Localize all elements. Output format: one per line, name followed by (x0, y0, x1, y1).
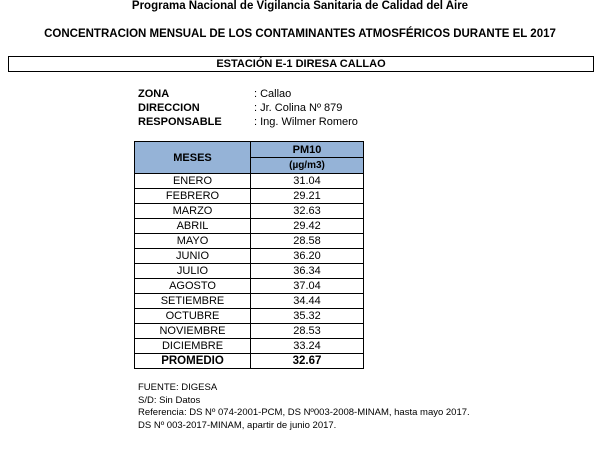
note-source: FUENTE: DIGESA (138, 382, 218, 393)
table-row (135, 294, 364, 309)
report-subtitle: CONCENTRACION MENSUAL DE LOS CONTAMINANTES ATMOSFÉRICOS DURANTE EL 2017 (44, 28, 556, 40)
table-row (135, 264, 364, 279)
table-row (135, 279, 364, 294)
program-title: Programa Nacional de Vigilancia Sanitaria de Calidad del Aire (131, 0, 469, 12)
pm10-value-cell: 37.04 (251, 279, 364, 294)
month-cell: ENERO (135, 174, 251, 189)
responsable-value: : Ing. Wilmer Romero (254, 116, 358, 128)
note-reference-1: Referencia: DS Nº 074-2001-PCM, DS Nº003-2008-MINAM, hasta mayo 2017. (138, 407, 470, 418)
month-cell: NOVIEMBRE (135, 324, 251, 339)
pm10-value-cell: 33.24 (251, 339, 364, 354)
table-body (135, 174, 364, 354)
col-header-months: MESES (135, 142, 251, 174)
table-row (135, 249, 364, 264)
direccion-label: DIRECCION (138, 102, 200, 114)
pm10-value-cell: 28.58 (251, 234, 364, 249)
info-direccion (138, 101, 342, 115)
average-row (135, 354, 364, 369)
average-label: PROMEDIO (135, 354, 251, 369)
pm10-value-cell: 28.53 (251, 324, 364, 339)
col-header-pm10: PM10 (251, 142, 364, 158)
month-cell: OCTUBRE (135, 309, 251, 324)
table-row (135, 309, 364, 324)
zona-value: : Callao (254, 88, 292, 100)
pm10-value-cell: 29.42 (251, 219, 364, 234)
pm10-value-cell: 35.32 (251, 309, 364, 324)
station-banner: ESTACIÓN E-1 DIRESA CALLAO (8, 56, 594, 72)
month-cell: ABRIL (135, 219, 251, 234)
table-header-row (135, 142, 364, 158)
month-cell: JUNIO (135, 249, 251, 264)
table-row (135, 189, 364, 204)
month-cell: FEBRERO (135, 189, 251, 204)
footnotes (138, 382, 470, 432)
note-sd: S/D: Sin Datos (138, 394, 201, 406)
pm10-value-cell: 31.04 (251, 174, 364, 189)
col-header-unit: (µg/m3) (251, 158, 364, 174)
pm10-value-cell: 36.34 (251, 264, 364, 279)
table-row (135, 204, 364, 219)
direccion-value: : Jr. Colina Nº 879 (254, 102, 343, 114)
month-cell: SETIEMBRE (135, 294, 251, 309)
table-row (135, 324, 364, 339)
month-cell: JULIO (135, 264, 251, 279)
table-row (135, 339, 364, 354)
pm10-value-cell: 36.20 (251, 249, 364, 264)
table-row (135, 174, 364, 189)
pm10-value-cell: 32.63 (251, 204, 364, 219)
zona-label: ZONA (138, 88, 170, 100)
note-reference-2: DS Nº 003-2017-MINAM, apartir de junio 2017. (138, 419, 337, 431)
info-zona (138, 87, 291, 101)
month-cell: MARZO (135, 204, 251, 219)
month-cell: AGOSTO (135, 279, 251, 294)
responsable-label: RESPONSABLE (138, 116, 222, 128)
pm10-value-cell: 34.44 (251, 294, 364, 309)
average-value: 32.67 (251, 354, 364, 369)
month-cell: DICIEMBRE (135, 339, 251, 354)
pm10-value-cell: 29.21 (251, 189, 364, 204)
info-responsable (138, 115, 358, 129)
pm10-table (134, 141, 364, 369)
month-cell: MAYO (135, 234, 251, 249)
table-row (135, 219, 364, 234)
table-row (135, 234, 364, 249)
